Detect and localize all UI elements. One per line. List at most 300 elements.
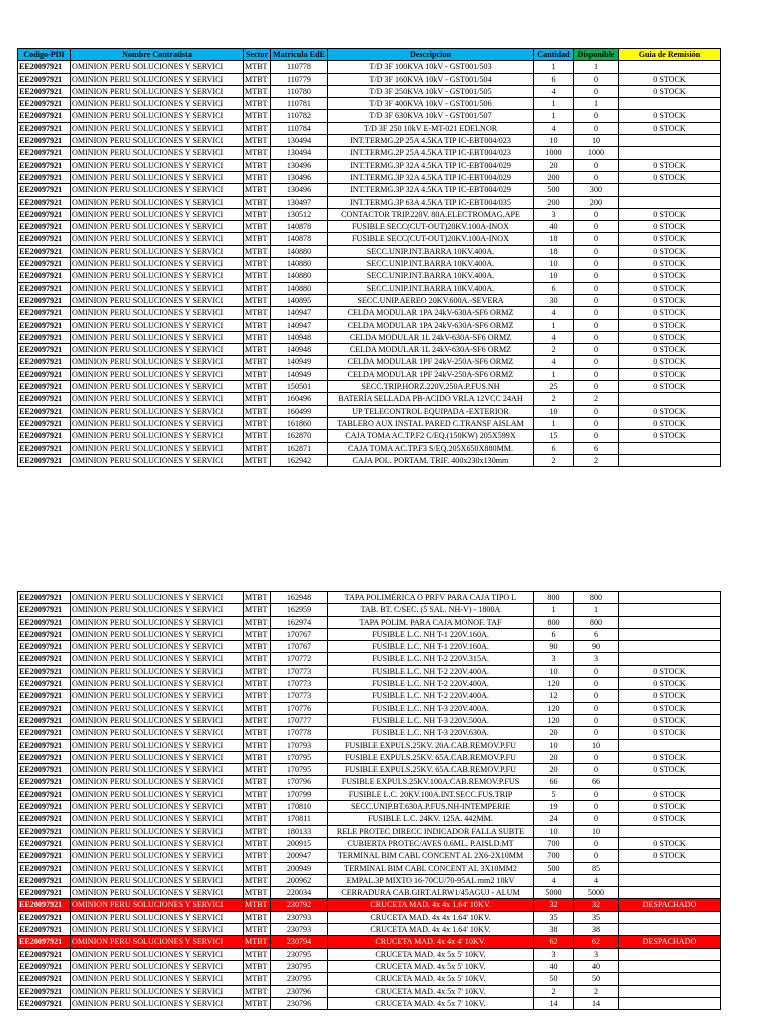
table-row xyxy=(18,764,721,776)
guia-cell xyxy=(619,948,721,960)
guia-cell: 0 STOCK xyxy=(619,690,721,702)
table-row xyxy=(18,751,721,763)
contratista-cell: OMINION PERU SOLUCIONES Y SERVICI xyxy=(71,73,244,85)
disponible-cell: 0 xyxy=(574,850,619,862)
sector-cell: MTBT xyxy=(244,678,271,690)
descripcion-cell: CRUCETA MAD. 4x 5x 7' 10KV. xyxy=(328,997,534,1009)
disponible-cell: 3 xyxy=(574,948,619,960)
disponible-cell: 35 xyxy=(574,911,619,923)
descripcion-cell: SECC.UNIP.INT.BARRA 10KV.400A. xyxy=(328,258,534,270)
descripcion-cell: INT.TERMG.3P 32A 4.5KA TIP IC-EBT004/029 xyxy=(328,171,534,183)
cantidad-cell: 90 xyxy=(534,641,574,653)
codigo-cell: EE20097921 xyxy=(18,764,71,776)
disponible-cell: 1 xyxy=(574,98,619,110)
codigo-cell: EE20097921 xyxy=(18,110,71,122)
cantidad-cell: 1 xyxy=(534,417,574,429)
codigo-cell: EE20097921 xyxy=(18,690,71,702)
disponible-cell: 0 xyxy=(574,405,619,417)
cantidad-cell: 2 xyxy=(534,454,574,466)
codigo-cell: EE20097921 xyxy=(18,874,71,886)
header-descripcion: Descripcion xyxy=(328,49,534,61)
header-nombre: Nombre Contratista xyxy=(71,49,244,61)
disponible-cell: 0 xyxy=(574,171,619,183)
matricula-cell: 230795 xyxy=(271,960,328,972)
table-row xyxy=(18,344,721,356)
disponible-cell: 1 xyxy=(574,61,619,73)
sector-cell: MTBT xyxy=(244,874,271,886)
descripcion-cell: T/D 3F 250 10kV E-MT-021 EDELNOR xyxy=(328,122,534,134)
contratista-cell: OMINION PERU SOLUCIONES Y SERVICI xyxy=(71,110,244,122)
cantidad-cell: 4 xyxy=(534,874,574,886)
descripcion-cell: FUSIBLE EXPULS.25KV.100A.CAB.REMOV.P.FUS xyxy=(328,776,534,788)
sector-cell: MTBT xyxy=(244,751,271,763)
guia-cell xyxy=(619,862,721,874)
table-row xyxy=(18,604,721,616)
contratista-cell: OMINION PERU SOLUCIONES Y SERVICI xyxy=(71,751,244,763)
codigo-cell: EE20097921 xyxy=(18,788,71,800)
guia-cell: 0 STOCK xyxy=(619,702,721,714)
sector-cell: MTBT xyxy=(244,454,271,466)
codigo-cell: EE20097921 xyxy=(18,258,71,270)
codigo-cell: EE20097921 xyxy=(18,616,71,628)
contratista-cell: OMINION PERU SOLUCIONES Y SERVICI xyxy=(71,924,244,936)
table-row xyxy=(18,233,721,245)
descripcion-cell: INT.TERMG.3P 32A 4.5KA TIP IC-EBT004/029 xyxy=(328,184,534,196)
disponible-cell: 0 xyxy=(574,233,619,245)
sector-cell: MTBT xyxy=(244,135,271,147)
guia-cell xyxy=(619,911,721,923)
cantidad-cell: 4 xyxy=(534,356,574,368)
codigo-cell: EE20097921 xyxy=(18,936,71,948)
sector-cell: MTBT xyxy=(244,788,271,800)
codigo-cell: EE20097921 xyxy=(18,331,71,343)
table-row xyxy=(18,616,721,628)
codigo-cell: EE20097921 xyxy=(18,776,71,788)
matricula-cell: 170778 xyxy=(271,727,328,739)
guia-cell: 0 STOCK xyxy=(619,233,721,245)
guia-cell: 0 STOCK xyxy=(619,73,721,85)
descripcion-cell: FUSIBLE L.C. NH T-3 220V.630A. xyxy=(328,727,534,739)
contratista-cell: OMINION PERU SOLUCIONES Y SERVICI xyxy=(71,344,244,356)
disponible-cell: 800 xyxy=(574,592,619,604)
matricula-cell: 130512 xyxy=(271,208,328,220)
cantidad-cell: 120 xyxy=(534,702,574,714)
header-sector: Sector xyxy=(244,49,271,61)
guia-cell: 0 STOCK xyxy=(619,221,721,233)
sector-cell: MTBT xyxy=(244,837,271,849)
disponible-cell: 0 xyxy=(574,356,619,368)
sector-cell: MTBT xyxy=(244,442,271,454)
table-row xyxy=(18,307,721,319)
codigo-cell: EE20097921 xyxy=(18,430,71,442)
disponible-cell: 0 xyxy=(574,751,619,763)
cantidad-cell: 18 xyxy=(534,233,574,245)
contratista-cell: OMINION PERU SOLUCIONES Y SERVICI xyxy=(71,764,244,776)
descripcion-cell: TERMINAL BIM CABL CONCENT AL 3X10MM2 xyxy=(328,862,534,874)
descripcion-cell: CAJA TOMA AC.TP.F3 S/EQ.205X650X880MM. xyxy=(328,442,534,454)
table-row xyxy=(18,592,721,604)
descripcion-cell: FUSIBLE L.C. NH T-3 220V.400A. xyxy=(328,702,534,714)
descripcion-cell: FUSIBLE SECC(CUT-OUT)20KV.100A-INOX xyxy=(328,221,534,233)
cantidad-cell: 6 xyxy=(534,628,574,640)
descripcion-cell: INT.TERMG.3P 63A 4.5KA TIP IC-EBT004/035 xyxy=(328,196,534,208)
cantidad-cell: 200 xyxy=(534,171,574,183)
sector-cell: MTBT xyxy=(244,208,271,220)
cantidad-cell: 4 xyxy=(534,331,574,343)
disponible-cell: 0 xyxy=(574,764,619,776)
descripcion-cell: EMPAL.3P MIXTO 16-70CU/70-95AL mm2 10kV xyxy=(328,874,534,886)
disponible-cell: 38 xyxy=(574,924,619,936)
disponible-cell: 0 xyxy=(574,110,619,122)
matricula-cell: 170776 xyxy=(271,702,328,714)
table-row xyxy=(18,73,721,85)
cantidad-cell: 1 xyxy=(534,604,574,616)
sector-cell: MTBT xyxy=(244,233,271,245)
cantidad-cell: 25 xyxy=(534,381,574,393)
matricula-cell: 140880 xyxy=(271,245,328,257)
disponible-cell: 32 xyxy=(574,899,619,911)
sector-cell: MTBT xyxy=(244,948,271,960)
cantidad-cell: 24 xyxy=(534,813,574,825)
contratista-cell: OMINION PERU SOLUCIONES Y SERVICI xyxy=(71,911,244,923)
guia-cell: 0 STOCK xyxy=(619,159,721,171)
disponible-cell: 800 xyxy=(574,616,619,628)
matricula-cell: 140947 xyxy=(271,307,328,319)
codigo-cell: EE20097921 xyxy=(18,628,71,640)
cantidad-cell: 1 xyxy=(534,319,574,331)
disponible-cell: 0 xyxy=(574,221,619,233)
guia-cell xyxy=(619,135,721,147)
codigo-cell: EE20097921 xyxy=(18,196,71,208)
matricula-cell: 110779 xyxy=(271,73,328,85)
table-row xyxy=(18,147,721,159)
matricula-cell: 170795 xyxy=(271,751,328,763)
matricula-cell: 170811 xyxy=(271,813,328,825)
disponible-cell: 0 xyxy=(574,678,619,690)
matricula-cell: 160496 xyxy=(271,393,328,405)
codigo-cell: EE20097921 xyxy=(18,393,71,405)
cantidad-cell: 800 xyxy=(534,616,574,628)
contratista-cell: OMINION PERU SOLUCIONES Y SERVICI xyxy=(71,258,244,270)
descripcion-cell: TAPA POLIMÉRICA O PRFV PARA CAJA TIPO L xyxy=(328,592,534,604)
descripcion-cell: CELDA MODULAR 1L 24kV-630A-SF6 ORMZ xyxy=(328,344,534,356)
disponible-cell: 0 xyxy=(574,307,619,319)
sector-cell: MTBT xyxy=(244,813,271,825)
guia-cell: 0 STOCK xyxy=(619,381,721,393)
descripcion-cell: CUBIERTA PROTEC/AVES 0.6ML. P.AISLD.MT xyxy=(328,837,534,849)
table-row xyxy=(18,788,721,800)
sector-cell: MTBT xyxy=(244,911,271,923)
contratista-cell: OMINION PERU SOLUCIONES Y SERVICI xyxy=(71,628,244,640)
matricula-cell: 140948 xyxy=(271,344,328,356)
codigo-cell: EE20097921 xyxy=(18,899,71,911)
cantidad-cell: 4 xyxy=(534,307,574,319)
contratista-cell: OMINION PERU SOLUCIONES Y SERVICI xyxy=(71,997,244,1009)
sector-cell: MTBT xyxy=(244,727,271,739)
sector-cell: MTBT xyxy=(244,801,271,813)
disponible-cell: 0 xyxy=(574,430,619,442)
sector-cell: MTBT xyxy=(244,282,271,294)
guia-cell: 0 STOCK xyxy=(619,727,721,739)
cantidad-cell: 10 xyxy=(534,135,574,147)
contratista-cell: OMINION PERU SOLUCIONES Y SERVICI xyxy=(71,641,244,653)
guia-cell: 0 STOCK xyxy=(619,368,721,380)
matricula-cell: 130494 xyxy=(271,147,328,159)
sector-cell: MTBT xyxy=(244,936,271,948)
guia-cell: 0 STOCK xyxy=(619,85,721,97)
contratista-cell: OMINION PERU SOLUCIONES Y SERVICI xyxy=(71,825,244,837)
codigo-cell: EE20097921 xyxy=(18,825,71,837)
disponible-cell: 0 xyxy=(574,368,619,380)
contratista-cell: OMINION PERU SOLUCIONES Y SERVICI xyxy=(71,122,244,134)
disponible-cell: 50 xyxy=(574,973,619,985)
codigo-cell: EE20097921 xyxy=(18,135,71,147)
disponible-cell: 2 xyxy=(574,393,619,405)
guia-cell xyxy=(619,628,721,640)
sector-cell: MTBT xyxy=(244,702,271,714)
codigo-cell: EE20097921 xyxy=(18,665,71,677)
guia-cell xyxy=(619,960,721,972)
disponible-cell: 14 xyxy=(574,997,619,1009)
cantidad-cell: 1 xyxy=(534,98,574,110)
table-row xyxy=(18,98,721,110)
matricula-cell: 170767 xyxy=(271,628,328,640)
guia-cell: 0 STOCK xyxy=(619,258,721,270)
cantidad-cell: 4 xyxy=(534,122,574,134)
contratista-cell: OMINION PERU SOLUCIONES Y SERVICI xyxy=(71,739,244,751)
descripcion-cell: FUSIBLE L.C. NH T-2 220V.315A. xyxy=(328,653,534,665)
sector-cell: MTBT xyxy=(244,862,271,874)
cantidad-cell: 19 xyxy=(534,801,574,813)
descripcion-cell: CRUCETA MAD. 4x 4x 4' 10KV. xyxy=(328,936,534,948)
guia-cell: 0 STOCK xyxy=(619,110,721,122)
sector-cell: MTBT xyxy=(244,776,271,788)
matricula-cell: 220034 xyxy=(271,887,328,899)
descripcion-cell: SECC.UNIP.BT.630A.P.FUS.NH-INTEMPERIE xyxy=(328,801,534,813)
contratista-cell: OMINION PERU SOLUCIONES Y SERVICI xyxy=(71,417,244,429)
guia-cell xyxy=(619,985,721,997)
codigo-cell: EE20097921 xyxy=(18,294,71,306)
disponible-cell: 0 xyxy=(574,813,619,825)
descripcion-cell: CRUCETA MAD. 4x 4x 1.64' 10KV. xyxy=(328,924,534,936)
contratista-cell: OMINION PERU SOLUCIONES Y SERVICI xyxy=(71,135,244,147)
matricula-cell: 170795 xyxy=(271,764,328,776)
table-row xyxy=(18,405,721,417)
cantidad-cell: 40 xyxy=(534,221,574,233)
descripcion-cell: FUSIBLE L.C. NH T-2 220V.400A. xyxy=(328,690,534,702)
sector-cell: MTBT xyxy=(244,850,271,862)
descripcion-cell: FUSIBLE L.C. NH T-3 220V.500A. xyxy=(328,714,534,726)
cantidad-cell: 20 xyxy=(534,159,574,171)
sector-cell: MTBT xyxy=(244,899,271,911)
descripcion-cell: CRUCETA MAD. 4x 5x 5' 10KV. xyxy=(328,973,534,985)
guia-cell: DESPACHADO xyxy=(619,899,721,911)
matricula-cell: 140949 xyxy=(271,368,328,380)
disponible-cell: 1 xyxy=(574,604,619,616)
contratista-cell: OMINION PERU SOLUCIONES Y SERVICI xyxy=(71,960,244,972)
disponible-cell: 0 xyxy=(574,690,619,702)
cantidad-cell: 1000 xyxy=(534,147,574,159)
disponible-cell: 0 xyxy=(574,727,619,739)
guia-cell: 0 STOCK xyxy=(619,417,721,429)
cantidad-cell: 4 xyxy=(534,85,574,97)
table-row xyxy=(18,368,721,380)
disponible-cell: 2 xyxy=(574,985,619,997)
table-row xyxy=(18,678,721,690)
table-row xyxy=(18,702,721,714)
disponible-cell: 62 xyxy=(574,936,619,948)
codigo-cell: EE20097921 xyxy=(18,997,71,1009)
descripcion-cell: SECC.UNIP.AEREO 20KV.600A.-SEVERA xyxy=(328,294,534,306)
guia-cell: 0 STOCK xyxy=(619,208,721,220)
table-row xyxy=(18,997,721,1009)
table-row xyxy=(18,331,721,343)
codigo-cell: EE20097921 xyxy=(18,245,71,257)
table-row xyxy=(18,874,721,886)
header-cantidad: Cantidad xyxy=(534,49,574,61)
guia-cell: 0 STOCK xyxy=(619,801,721,813)
matricula-cell: 140880 xyxy=(271,258,328,270)
table-row xyxy=(18,110,721,122)
descripcion-cell: FUSIBLE SECC(CUT-OUT)20KV.100A-INOX xyxy=(328,233,534,245)
sector-cell: MTBT xyxy=(244,159,271,171)
descripcion-cell: SECC.UNIP.INT.BARRA 10KV.400A. xyxy=(328,270,534,282)
cantidad-cell: 5000 xyxy=(534,887,574,899)
materials-table-2 xyxy=(17,591,721,1010)
sector-cell: MTBT xyxy=(244,258,271,270)
contratista-cell: OMINION PERU SOLUCIONES Y SERVICI xyxy=(71,442,244,454)
table-row xyxy=(18,850,721,862)
matricula-cell: 140947 xyxy=(271,319,328,331)
table-row xyxy=(18,258,721,270)
table-row xyxy=(18,270,721,282)
table-row xyxy=(18,356,721,368)
disponible-cell: 0 xyxy=(574,159,619,171)
cantidad-cell: 1 xyxy=(534,61,574,73)
cantidad-cell: 14 xyxy=(534,997,574,1009)
guia-cell: 0 STOCK xyxy=(619,344,721,356)
disponible-cell: 0 xyxy=(574,294,619,306)
descripcion-cell: FUSIBLE L.C. 24KV. 125A. 442MM. xyxy=(328,813,534,825)
contratista-cell: OMINION PERU SOLUCIONES Y SERVICI xyxy=(71,184,244,196)
disponible-cell: 300 xyxy=(574,184,619,196)
contratista-cell: OMINION PERU SOLUCIONES Y SERVICI xyxy=(71,368,244,380)
contratista-cell: OMINION PERU SOLUCIONES Y SERVICI xyxy=(71,245,244,257)
codigo-cell: EE20097921 xyxy=(18,208,71,220)
descripcion-cell: BATERÍA SELLADA PB-ACIDO VRLA 12VCC 24AH xyxy=(328,393,534,405)
matricula-cell: 140880 xyxy=(271,282,328,294)
codigo-cell: EE20097921 xyxy=(18,702,71,714)
disponible-cell: 0 xyxy=(574,665,619,677)
guia-cell: 0 STOCK xyxy=(619,356,721,368)
codigo-cell: EE20097921 xyxy=(18,678,71,690)
matricula-cell: 140949 xyxy=(271,356,328,368)
contratista-cell: OMINION PERU SOLUCIONES Y SERVICI xyxy=(71,393,244,405)
table-row xyxy=(18,801,721,813)
descripcion-cell: CELDA MODULAR 1L 24kV-630A-SF6 ORMZ xyxy=(328,331,534,343)
codigo-cell: EE20097921 xyxy=(18,344,71,356)
matricula-cell: 110781 xyxy=(271,98,328,110)
codigo-cell: EE20097921 xyxy=(18,184,71,196)
contratista-cell: OMINION PERU SOLUCIONES Y SERVICI xyxy=(71,147,244,159)
contratista-cell: OMINION PERU SOLUCIONES Y SERVICI xyxy=(71,85,244,97)
codigo-cell: EE20097921 xyxy=(18,356,71,368)
contratista-cell: OMINION PERU SOLUCIONES Y SERVICI xyxy=(71,356,244,368)
disponible-cell: 10 xyxy=(574,135,619,147)
matricula-cell: 130496 xyxy=(271,184,328,196)
table-row xyxy=(18,936,721,948)
table-row xyxy=(18,973,721,985)
table-row xyxy=(18,641,721,653)
guia-cell xyxy=(619,98,721,110)
descripcion-cell: T/D 3F 630KVA 10kV - GST001/507 xyxy=(328,110,534,122)
sector-cell: MTBT xyxy=(244,604,271,616)
codigo-cell: EE20097921 xyxy=(18,924,71,936)
matricula-cell: 140895 xyxy=(271,294,328,306)
descripcion-cell: RELE PROTEC DIRECC INDICADOR FALLA SUBTE xyxy=(328,825,534,837)
table-row xyxy=(18,171,721,183)
codigo-cell: EE20097921 xyxy=(18,837,71,849)
codigo-cell: EE20097921 xyxy=(18,282,71,294)
guia-cell: 0 STOCK xyxy=(619,430,721,442)
sector-cell: MTBT xyxy=(244,714,271,726)
contratista-cell: OMINION PERU SOLUCIONES Y SERVICI xyxy=(71,405,244,417)
descripcion-cell: TAPA POLIM. PARA CAJA MONOF. TAF xyxy=(328,616,534,628)
guia-cell xyxy=(619,604,721,616)
cantidad-cell: 120 xyxy=(534,678,574,690)
descripcion-cell: SECC.TRIP.HORZ.220V.250A.P.FUS.NH xyxy=(328,381,534,393)
contratista-cell: OMINION PERU SOLUCIONES Y SERVICI xyxy=(71,282,244,294)
cantidad-cell: 38 xyxy=(534,924,574,936)
cantidad-cell: 700 xyxy=(534,850,574,862)
contratista-cell: OMINION PERU SOLUCIONES Y SERVICI xyxy=(71,331,244,343)
cantidad-cell: 10 xyxy=(534,665,574,677)
sector-cell: MTBT xyxy=(244,344,271,356)
matricula-cell: 160499 xyxy=(271,405,328,417)
descripcion-cell: INT.TERMG.2P 25A 4.5KA TIP IC-EBT004/023 xyxy=(328,135,534,147)
guia-cell xyxy=(619,973,721,985)
matricula-cell: 130494 xyxy=(271,135,328,147)
codigo-cell: EE20097921 xyxy=(18,417,71,429)
descripcion-cell: FUSIBLE L.C. NH T-1 220V.160A. xyxy=(328,641,534,653)
codigo-cell: EE20097921 xyxy=(18,973,71,985)
cantidad-cell: 35 xyxy=(534,911,574,923)
table-row xyxy=(18,196,721,208)
disponible-cell: 0 xyxy=(574,381,619,393)
sector-cell: MTBT xyxy=(244,122,271,134)
codigo-cell: EE20097921 xyxy=(18,862,71,874)
table-row xyxy=(18,665,721,677)
disponible-cell: 4 xyxy=(574,874,619,886)
sector-cell: MTBT xyxy=(244,393,271,405)
cantidad-cell: 3 xyxy=(534,208,574,220)
matricula-cell: 170767 xyxy=(271,641,328,653)
descripcion-cell: FUSIBLE EXPULS.25KV. 20A.CAB.REMOV.P.FU xyxy=(328,739,534,751)
contratista-cell: OMINION PERU SOLUCIONES Y SERVICI xyxy=(71,690,244,702)
sector-cell: MTBT xyxy=(244,270,271,282)
matricula-cell: 230795 xyxy=(271,973,328,985)
contratista-cell: OMINION PERU SOLUCIONES Y SERVICI xyxy=(71,233,244,245)
table-row xyxy=(18,960,721,972)
cantidad-cell: 6 xyxy=(534,282,574,294)
cantidad-cell: 200 xyxy=(534,196,574,208)
table-row xyxy=(18,245,721,257)
table-row xyxy=(18,985,721,997)
descripcion-cell: CERRADURA CAB.GIRT.AI.RW1/45AGUJ - ALUM xyxy=(328,887,534,899)
codigo-cell: EE20097921 xyxy=(18,592,71,604)
guia-cell xyxy=(619,616,721,628)
contratista-cell: OMINION PERU SOLUCIONES Y SERVICI xyxy=(71,653,244,665)
